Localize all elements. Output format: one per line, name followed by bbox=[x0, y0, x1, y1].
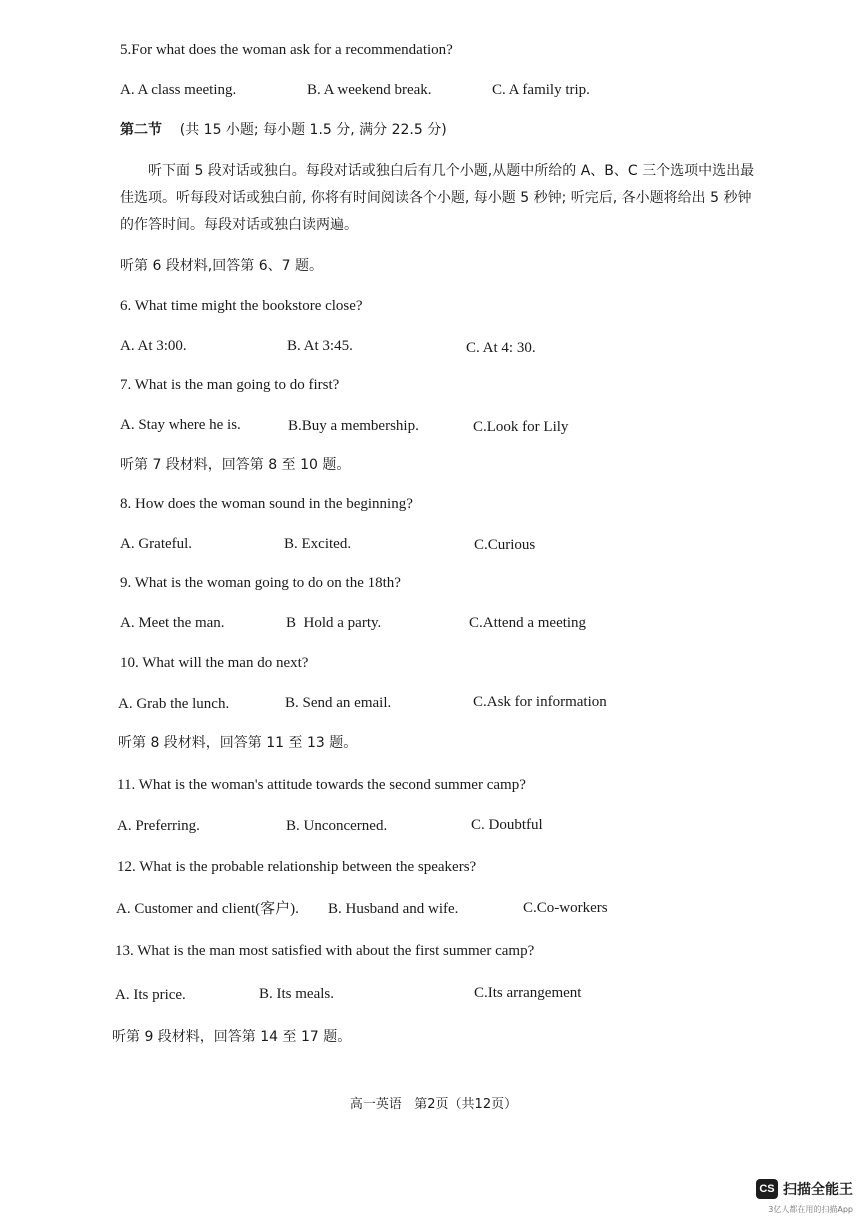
q11-option-a: A. Preferring. bbox=[117, 818, 200, 834]
group-9-instruction: 听第 9 段材料，回答第 14 至 17 题。 bbox=[112, 1029, 352, 1045]
question-7: 7. What is the man going to do first? bbox=[120, 377, 340, 393]
camscanner-logo-icon: CS bbox=[756, 1179, 778, 1199]
q12-option-b: B. Husband and wife. bbox=[328, 901, 459, 917]
question-10: 10. What will the man do next? bbox=[120, 655, 309, 671]
section-2-title: 第二节 bbox=[120, 122, 162, 138]
watermark-subtitle: 3亿人都在用的扫描App bbox=[768, 1205, 853, 1214]
q9-option-b: B Hold a party. bbox=[286, 615, 382, 631]
q6-option-c: C. At 4: 30. bbox=[466, 340, 536, 356]
question-5: 5.For what does the woman ask for a recommendation? bbox=[120, 42, 453, 58]
q7-option-a: A. Stay where he is. bbox=[120, 417, 241, 433]
q8-option-b: B. Excited. bbox=[284, 536, 352, 552]
group-8-instruction: 听第 8 段材料，回答第 11 至 13 题。 bbox=[118, 735, 358, 751]
q10-option-b: B. Send an email. bbox=[285, 695, 392, 711]
question-12: 12. What is the probable relationship between the speakers? bbox=[117, 859, 477, 875]
q7-option-b: B.Buy a membership. bbox=[288, 418, 419, 434]
q7-option-c: C.Look for Lily bbox=[473, 419, 569, 435]
section-2-score-note: (共 15 小题; 每小题 1.5 分, 满分 22.5 分) bbox=[179, 122, 447, 138]
q10-option-a: A. Grab the lunch. bbox=[118, 696, 230, 712]
question-13: 13. What is the man most satisfied with about the first summer camp? bbox=[115, 943, 535, 959]
question-8: 8. How does the woman sound in the beginning? bbox=[120, 496, 413, 512]
q10-option-c: C.Ask for information bbox=[473, 694, 607, 710]
q8-option-c: C.Curious bbox=[474, 537, 536, 553]
q12-option-a: A. Customer and client(客户). bbox=[116, 901, 299, 917]
page-footer: 高一英语 第2页（共12页） bbox=[349, 1097, 518, 1112]
q6-option-b: B. At 3:45. bbox=[287, 338, 353, 354]
q9-option-c: C.Attend a meeting bbox=[469, 615, 587, 631]
q11-option-c: C. Doubtful bbox=[471, 817, 543, 833]
scanner-watermark bbox=[756, 1179, 853, 1199]
watermark-name: 扫描全能王 bbox=[783, 1182, 853, 1198]
group-7-instruction: 听第 7 段材料，回答第 8 至 10 题。 bbox=[120, 457, 351, 473]
q9-option-a: A. Meet the man. bbox=[120, 615, 225, 631]
group-6-instruction: 听第 6 段材料,回答第 6、7 题。 bbox=[120, 258, 323, 274]
question-9: 9. What is the woman going to do on the 18th? bbox=[120, 575, 401, 591]
q5-option-a: A. A class meeting. bbox=[120, 82, 237, 98]
q12-option-c: C.Co-workers bbox=[523, 900, 608, 916]
q5-option-b: B. A weekend break. bbox=[307, 82, 432, 98]
q8-option-a: A. Grateful. bbox=[120, 536, 193, 552]
section-2-header bbox=[120, 121, 447, 139]
q6-option-a: A. At 3:00. bbox=[120, 338, 187, 354]
q13-option-b: B. Its meals. bbox=[259, 986, 334, 1002]
section-2-instructions: 听下面 5 段对话或独白。每段对话或独白后有几个小题,从题中所给的 A、B、C 三个选项中选出最佳选项。听每段对话或独白前, 你将有时间阅读各个小题, 每小题 5 秒钟; 听完后, 各小题将给出 5 秒钟的作答时间。每段对话或独白读两遍。 bbox=[120, 163, 755, 233]
q11-option-b: B. Unconcerned. bbox=[286, 818, 388, 834]
question-6: 6. What time might the bookstore close? bbox=[120, 298, 363, 314]
q13-option-c: C.Its arrangement bbox=[474, 985, 582, 1001]
q13-option-a: A. Its price. bbox=[115, 987, 186, 1003]
question-11: 11. What is the woman's attitude towards the second summer camp? bbox=[117, 777, 526, 793]
q5-option-c: C. A family trip. bbox=[492, 82, 590, 98]
